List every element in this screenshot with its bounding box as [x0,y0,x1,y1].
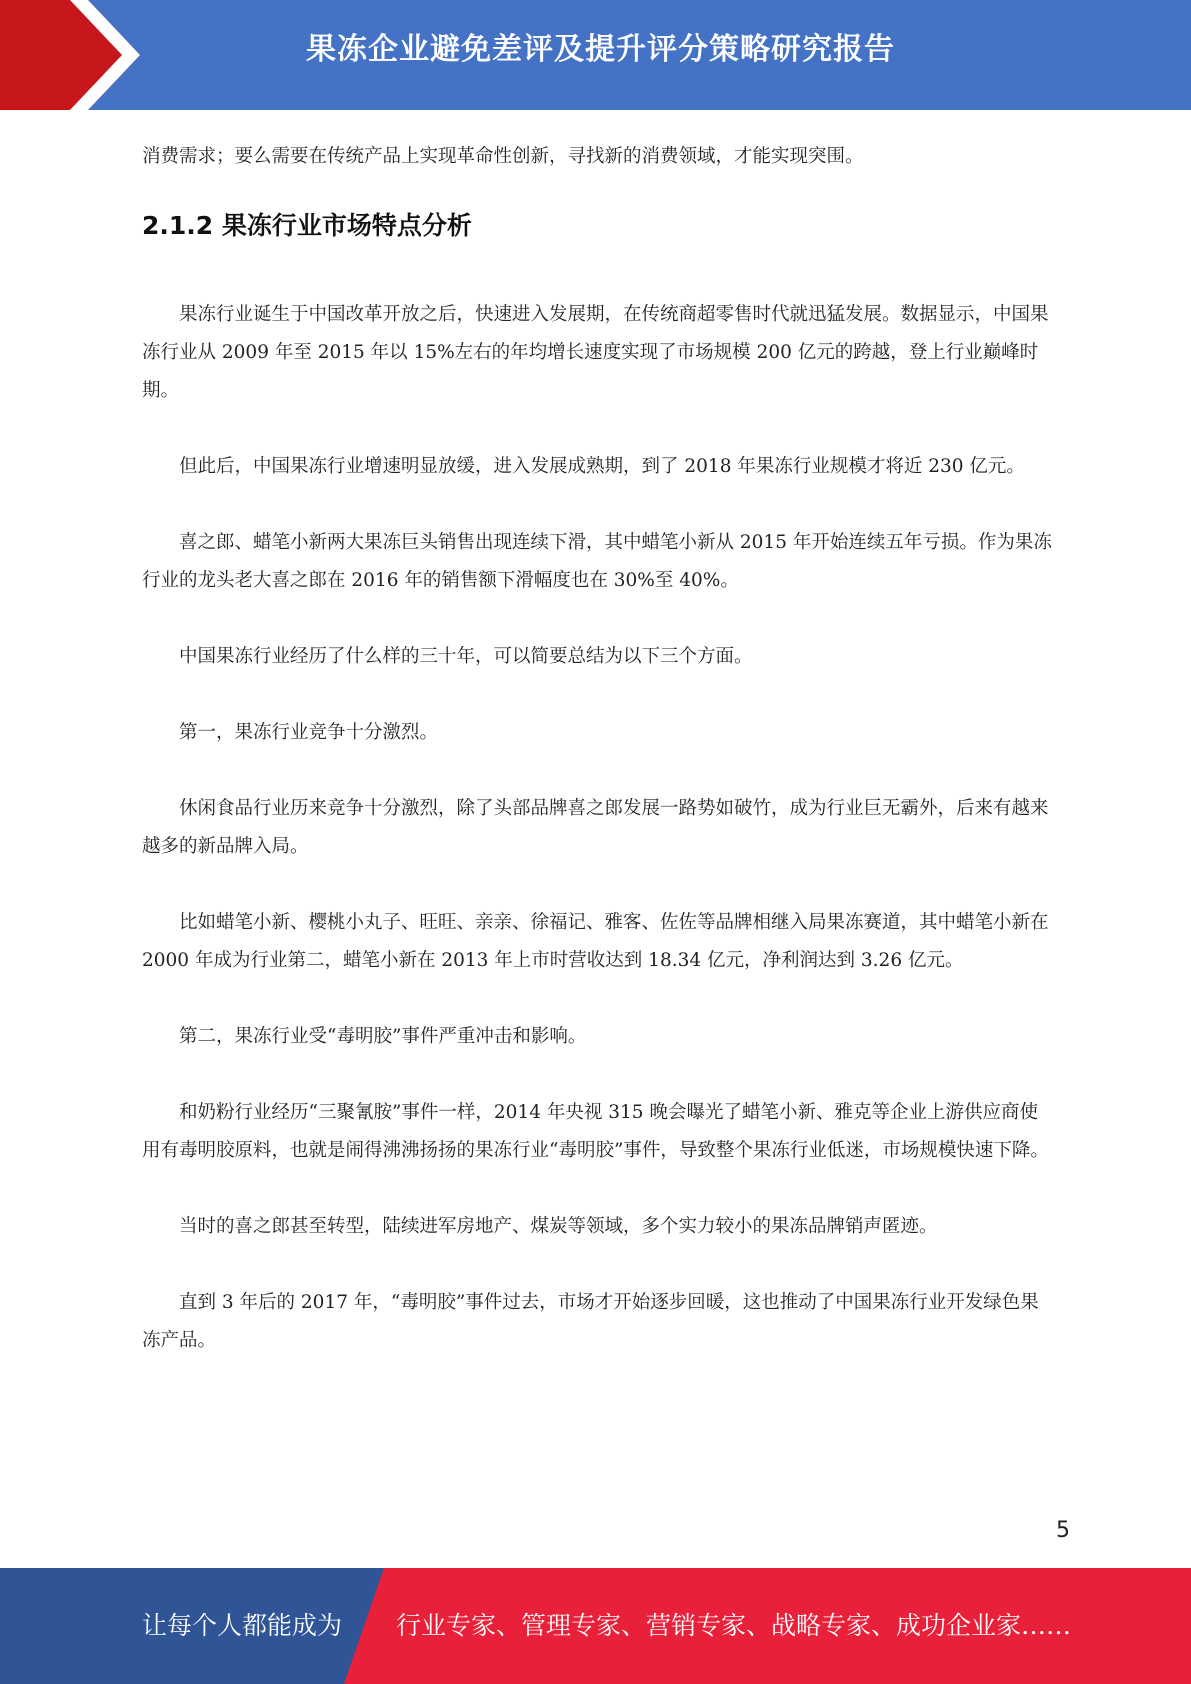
page-footer [0,1568,1191,1684]
paragraph-1: 果冻行业诞生于中国改革开放之后，快速进入发展期，在传统商超零售时代就迅猛发展。数据显示，中国果冻行业从 2009 年至 2015 年以 15%左右的年均增长速度实现了市场规模 200 亿元的跨越，登上行业巅峰时期。 [142,304,1049,401]
paragraph-8: 第二，果冻行业受“毒明胶”事件严重冲击和影响。 [179,1026,587,1047]
paragraph-10: 当时的喜之郎甚至转型，陆续进军房地产、煤炭等领域，多个实力较小的果冻品牌销声匿迹。 [179,1216,938,1237]
page-number: 5 [1056,1518,1070,1543]
paragraph-4: 中国果冻行业经历了什么样的三十年，可以简要总结为以下三个方面。 [179,646,753,667]
paragraph-9: 和奶粉行业经历“三聚氰胺”事件一样，2014 年央视 315 晚会曝光了蜡笔小新、雅克等企业上游供应商使用有毒明胶原料，也就是闹得沸沸扬扬的果冻行业“毒明胶”事件，导致整个果冻行业低迷，市场规模快速下降。 [142,1102,1049,1161]
section-heading: 2.1.2 果冻行业市场特点分析 [142,211,472,240]
paragraph-3: 喜之郎、蜡笔小新两大果冻巨头销售出现连续下滑，其中蜡笔小新从 2015 年开始连续五年亏损。作为果冻行业的龙头老大喜之郎在 2016 年的销售额下滑幅度也在 30%至 40%。 [142,532,1052,591]
footer-slogan-right: 行业专家、管理专家、营销专家、战略专家、成功企业家…… [396,1611,1072,1640]
intro-line: 消费需求；要么需要在传统产品上实现革命性创新，寻找新的消费领域，才能实现突围。 [142,146,864,167]
paragraph-7: 比如蜡笔小新、樱桃小丸子、旺旺、亲亲、徐福记、雅客、佐佐等品牌相继入局果冻赛道，其中蜡笔小新在 2000 年成为行业第二，蜡笔小新在 2013 年上市时营收达到 18.34 亿元，净利润达到 3.26 亿元。 [142,912,1049,971]
paragraph-11: 直到 3 年后的 2017 年，“毒明胶”事件过去，市场才开始逐步回暖，这也推动了中国果冻行业开发绿色果冻产品。 [142,1292,1039,1351]
document-body [142,130,1052,1360]
page-header [0,0,1191,110]
paragraph-5: 第一，果冻行业竞争十分激烈。 [179,722,439,743]
report-title: 果冻企业避免差评及提升评分策略研究报告 [306,32,895,67]
footer-slogan-left: 让每个人都能成为 [142,1611,343,1640]
paragraph-2: 但此后，中国果冻行业增速明显放缓，进入发展成熟期，到了 2018 年果冻行业规模才将近 230 亿元。 [179,456,1025,477]
paragraph-6: 休闲食品行业历来竞争十分激烈，除了头部品牌喜之郎发展一路势如破竹，成为行业巨无霸外，后来有越来越多的新品牌入局。 [142,798,1049,857]
